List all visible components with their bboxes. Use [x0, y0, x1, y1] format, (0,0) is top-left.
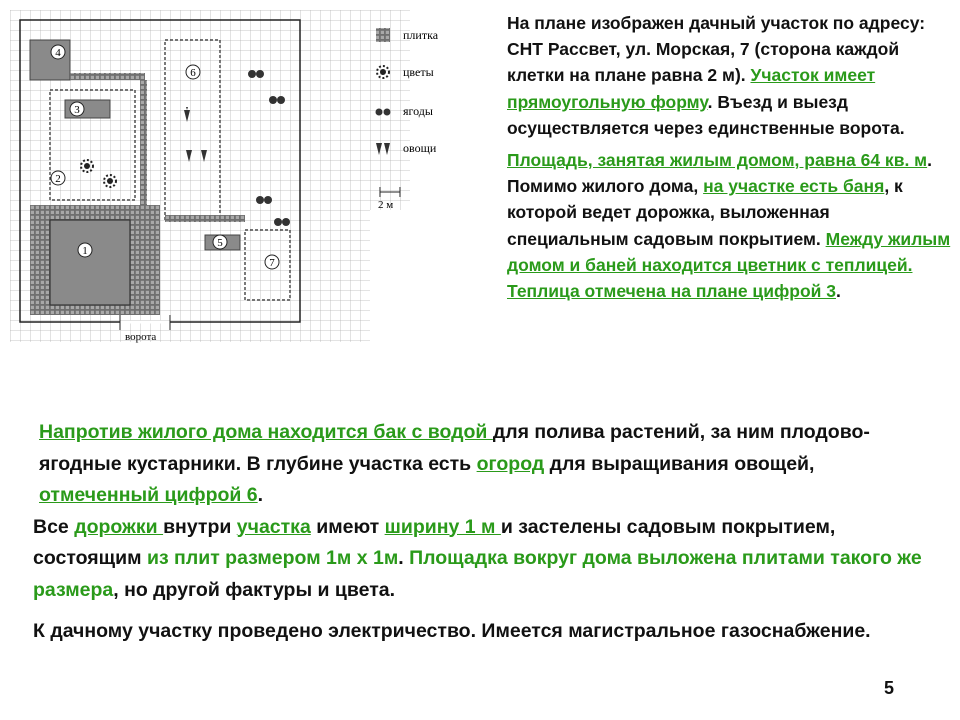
highlight-plot: участка	[236, 515, 311, 538]
path-tiles	[90, 73, 145, 80]
page-number: 5	[884, 678, 895, 698]
path-tiles	[165, 215, 245, 222]
number-6: 6	[190, 67, 196, 79]
path-tiles	[70, 73, 80, 80]
highlight-greenhouse: Между жилым домом и баней находится цветник с теплицей. Теплица отмечена на плане цифрой 3	[507, 228, 951, 302]
highlight-house-area: Площадь, занятая жилым домом, равна 64 кв. м	[507, 150, 928, 171]
highlight-rectangular: Участок имеет прямоугольную форму	[507, 65, 876, 112]
gate-label: ворота	[125, 331, 157, 343]
number-4: 4	[55, 47, 61, 59]
number-3: 3	[74, 104, 80, 116]
text-besides-house: . Помимо жилого дома,	[507, 150, 932, 197]
highlight-water-tank: Напротив жилого дома находится бак с водой	[39, 421, 493, 443]
text-shrubs: для полива растений, за ним плодово-ягодные кустарники. В глубине участка есть	[39, 421, 870, 475]
text-path: , к которой ведет дорожка, выложенная специальным садовым покрытием.	[507, 176, 903, 249]
number-7: 7	[269, 257, 275, 269]
highlight-slabs: из плит размером 1м х 1м	[146, 547, 399, 569]
text-covered: и застелены садовым покрытием, состоящим	[33, 515, 836, 569]
legend-tile: плитка	[403, 28, 439, 42]
highlight-garden: огород	[476, 452, 545, 475]
object-4	[30, 40, 70, 80]
number-2: 2	[55, 173, 61, 185]
legend-berries: ягоды	[403, 104, 433, 118]
details-part-1	[33, 417, 933, 512]
text-vegetables: для выращивания овощей,	[544, 452, 815, 475]
text-have: имеют	[310, 515, 385, 538]
legend-flowers: цветы	[403, 65, 434, 79]
text-period: .	[257, 484, 264, 506]
text-texture: , но другой фактуры и цвета.	[113, 578, 396, 601]
highlight-number-6: отмеченный цифрой 6	[39, 484, 258, 506]
legend-vegetables: овощи	[403, 141, 437, 155]
number-1: 1	[82, 245, 88, 257]
text-gate: . Въезд и выезд осуществляется через единственные ворота.	[507, 91, 905, 138]
highlight-house-platform: Площадка вокруг дома выложена плитами такого же размера	[33, 547, 922, 601]
text-inside: внутри	[163, 515, 237, 538]
text-address: На плане изображен дачный участок по адресу: СНТ Рассвет, ул. Морская, 7 (сторона каждой клетки на плане равна 2 м).	[507, 13, 926, 86]
details-part-3	[33, 616, 933, 648]
highlight-bathhouse: на участке есть баня	[703, 176, 885, 197]
highlight-paths: дорожки	[74, 515, 164, 538]
object-1-house	[50, 220, 130, 305]
details-paragraph	[33, 417, 933, 648]
description-paragraph	[507, 10, 952, 304]
scale-label: 2 м	[378, 199, 394, 211]
legend-tile-icon	[376, 28, 390, 42]
number-5: 5	[217, 237, 223, 249]
path-tiles	[140, 80, 147, 220]
text-period: .	[836, 281, 841, 302]
paragraph-part-1	[507, 10, 952, 141]
details-part-2	[33, 512, 933, 607]
text-dot: .	[398, 547, 410, 569]
path-tiles	[80, 73, 90, 80]
text-all: Все	[33, 515, 75, 538]
paragraph-part-2	[507, 147, 952, 304]
site-plan	[10, 10, 500, 362]
text-utilities: К дачному участку проведено электричество. Имеется магистральное газоснабжение.	[33, 620, 871, 642]
highlight-width: ширину 1 м	[384, 515, 501, 538]
